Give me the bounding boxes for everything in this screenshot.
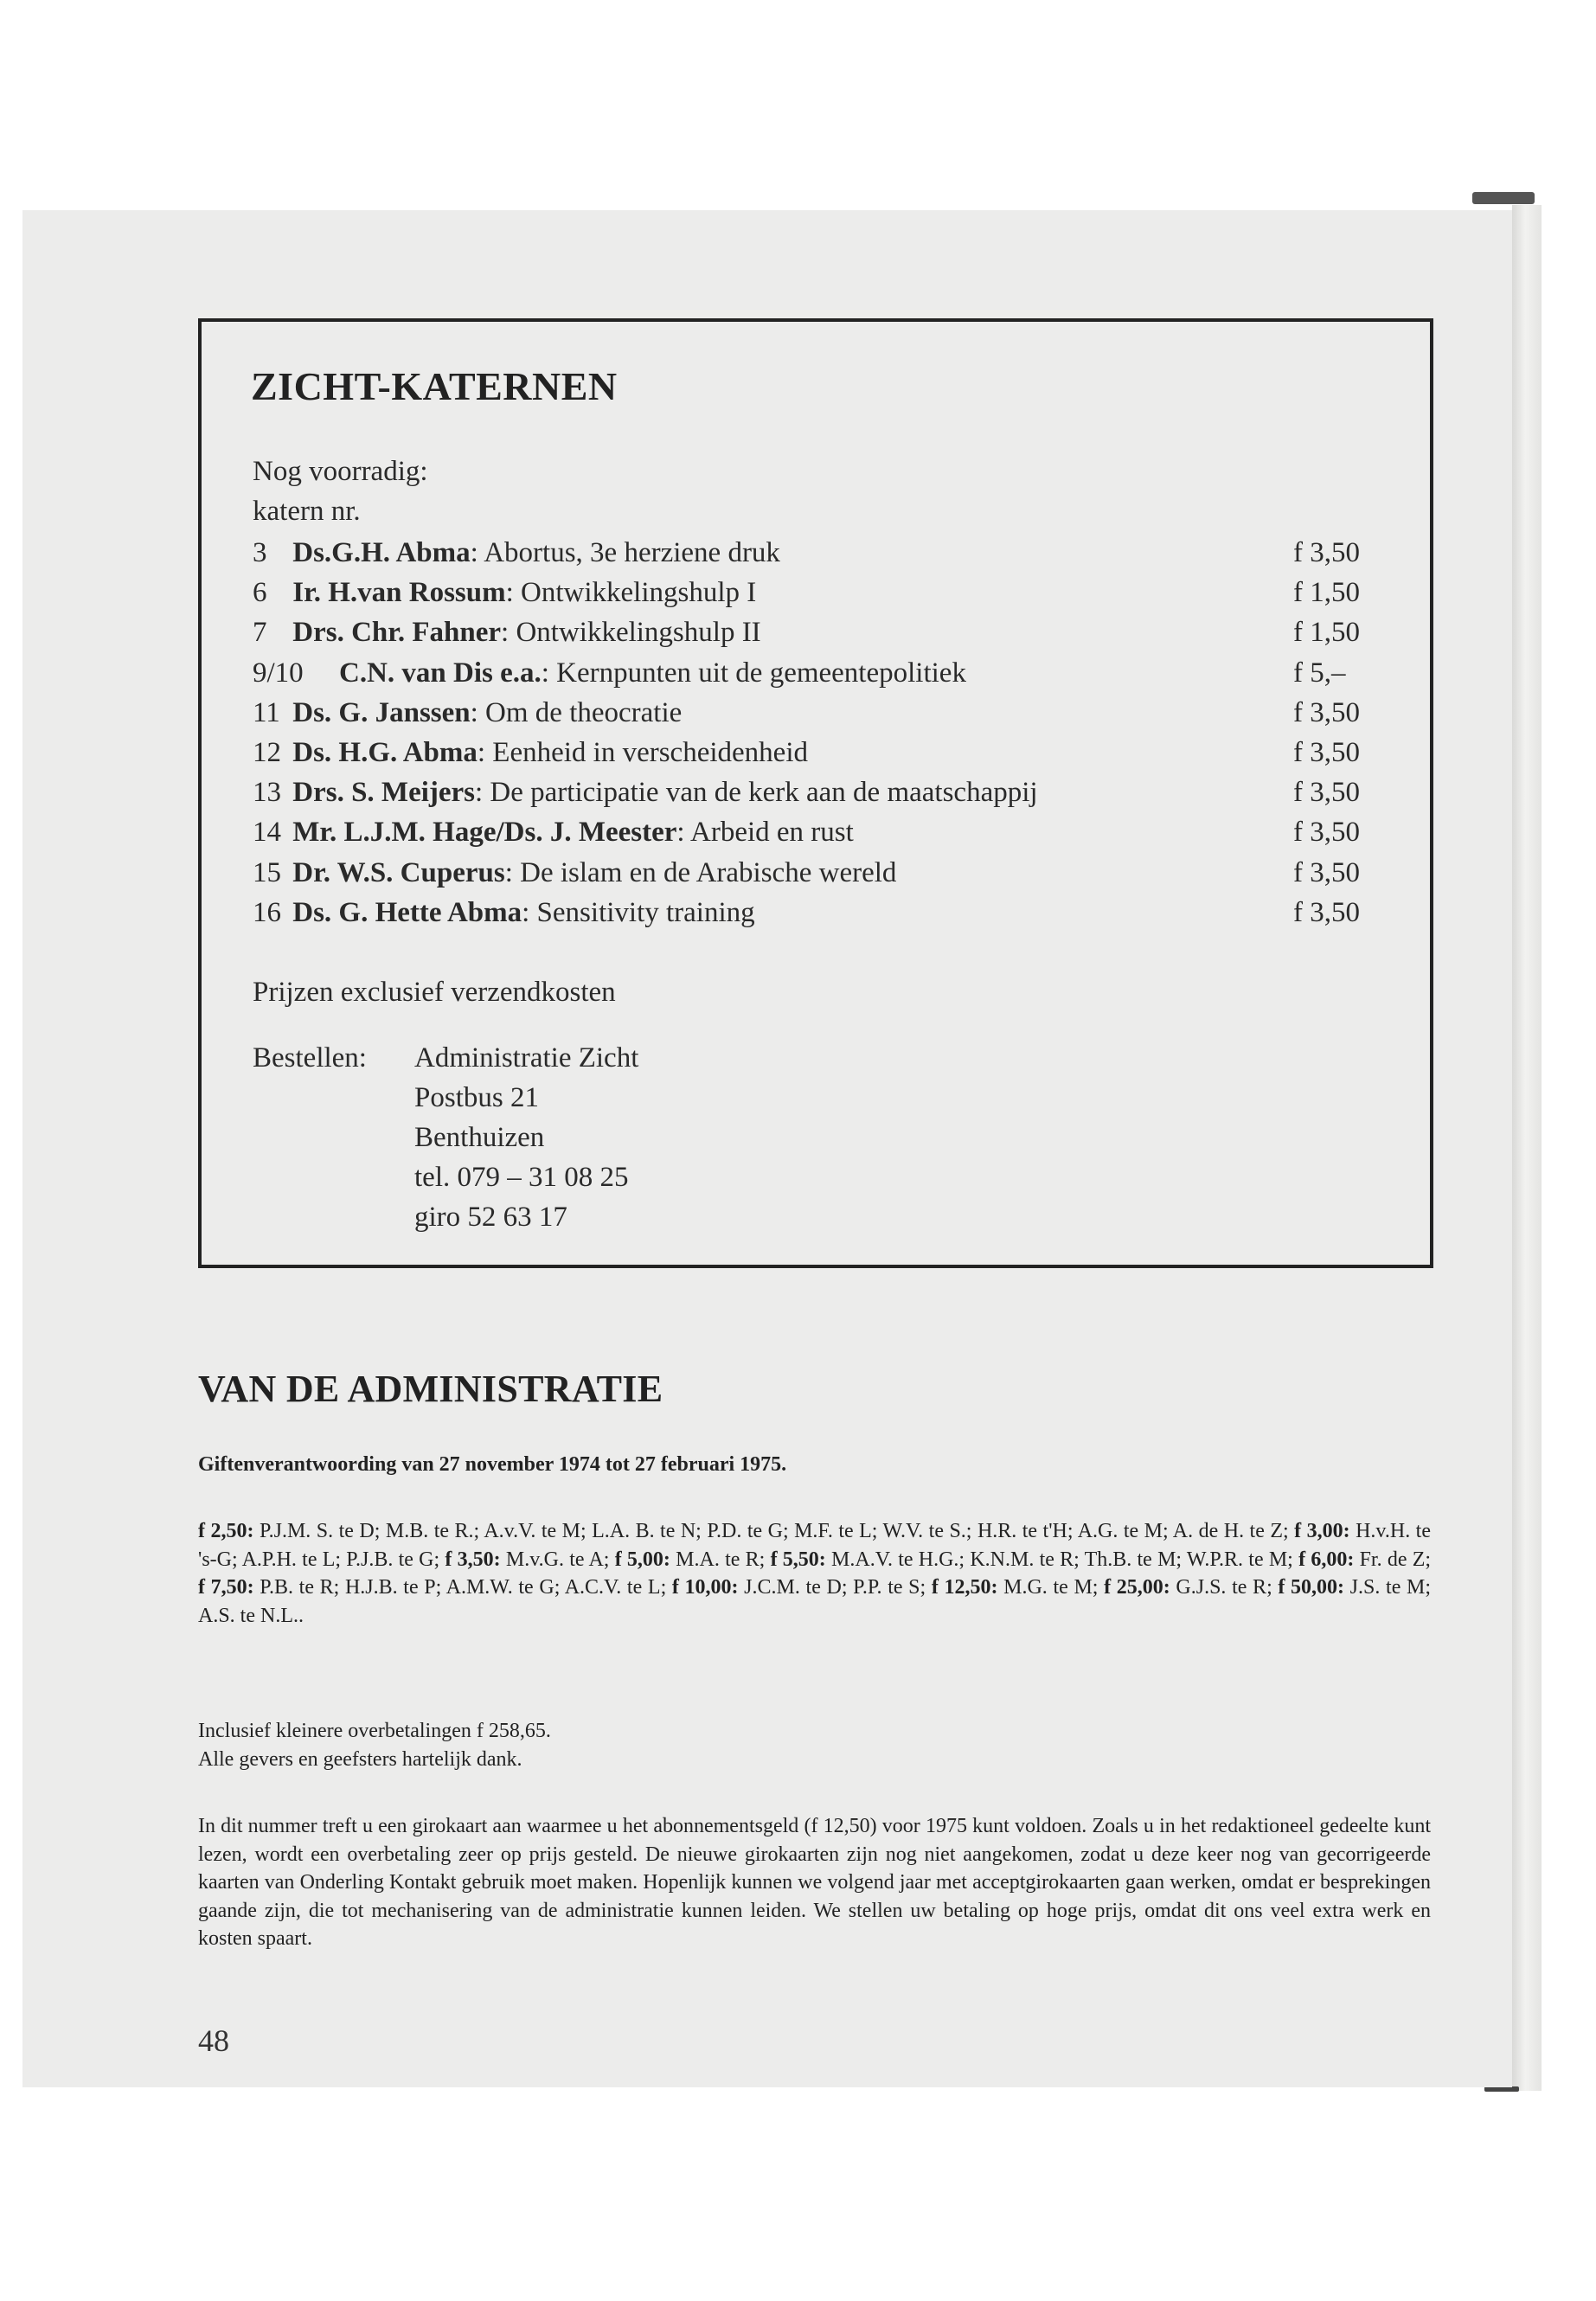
gift-donors: M.v.G. te A; bbox=[500, 1548, 615, 1571]
box-title: ZICHT-KATERNEN bbox=[251, 364, 618, 408]
item-author: Drs. Chr. Fahner bbox=[292, 617, 502, 649]
summary-line: Inclusief kleinere overbetalingen f 258,65. bbox=[198, 1720, 551, 1742]
gift-heading: Giftenverantwoording van 27 november 1974 tot 27 februari 1975. bbox=[198, 1453, 787, 1476]
list-item bbox=[253, 733, 1377, 772]
item-author: Ds. H.G. Abma bbox=[292, 736, 478, 768]
item-title: : Ontwikkelingshulp I bbox=[505, 577, 757, 609]
list-item bbox=[253, 612, 1377, 652]
item-price: f 5,– bbox=[1293, 657, 1346, 689]
item-number: 16 bbox=[253, 896, 281, 928]
item-number: 6 bbox=[253, 577, 267, 609]
order-address bbox=[414, 1038, 638, 1237]
item-price: f 3,50 bbox=[1293, 777, 1360, 809]
gift-amount: f 50,00: bbox=[1278, 1576, 1345, 1599]
address-line: Administratie Zicht bbox=[414, 1042, 639, 1074]
item-author: Ds.G.H. Abma bbox=[292, 537, 471, 568]
item-title: : Ontwikkelingshulp II bbox=[501, 617, 761, 649]
list-item bbox=[253, 812, 1377, 852]
gift-amount: f 2,50: bbox=[198, 1520, 254, 1542]
item-price: f 1,50 bbox=[1293, 577, 1360, 609]
address-line: giro 52 63 17 bbox=[414, 1202, 567, 1233]
gift-amount: f 10,00: bbox=[671, 1576, 739, 1599]
item-number: 15 bbox=[253, 856, 281, 888]
item-author: Ds. G. Hette Abma bbox=[292, 896, 522, 928]
gift-donors: M.G. te M; bbox=[997, 1576, 1105, 1599]
list-item bbox=[253, 653, 1377, 693]
list-item bbox=[253, 573, 1377, 612]
gift-donors: M.A.V. te H.G.; K.N.M. te R; Th.B. te M; W.P.R. te M; bbox=[825, 1548, 1299, 1571]
gift-list bbox=[198, 1517, 1431, 1630]
item-price: f 3,50 bbox=[1293, 537, 1360, 568]
item-title: : Arbeid en rust bbox=[676, 817, 854, 849]
list-item bbox=[253, 853, 1377, 893]
item-number: 11 bbox=[253, 696, 280, 728]
list-item bbox=[253, 772, 1377, 812]
gift-donors: Fr. de Z; bbox=[1354, 1548, 1432, 1571]
admin-paragraph: In dit nummer treft u een girokaart aan waarmee u het abonnementsgeld (f 12,50) voor 1975 kunt voldoen. Zoals u in het redaktioneel gedeelte kunt lezen, wordt een overbetaling zeer op prijs gesteld. De nieuwe girokaarten zijn nog niet aangekomen, zodat u deze keer nog van gecorrigeerde kaarten van Onderling Kontakt gebruik moet maken. Hopenlijk kunnen we volgend jaar met acceptgirokaarten gaan werken, omdat er besprekingen gaande zijn, die tot mechanisering van de administratie kunnen leiden. We stellen uw betaling op hoge prijs, omdat dit ons veel extra werk en kosten spaart. bbox=[198, 1815, 1431, 1950]
item-number: 14 bbox=[253, 817, 281, 849]
item-author: Ds. G. Janssen bbox=[292, 696, 471, 728]
list-item bbox=[253, 893, 1377, 933]
item-title: : Eenheid in verscheidenheid bbox=[477, 736, 808, 768]
item-author: Drs. S. Meijers bbox=[292, 777, 476, 809]
item-number: 13 bbox=[253, 777, 281, 809]
gift-summary bbox=[198, 1717, 551, 1773]
gift-donors: H.v.H. te 's-G; A.P.H. te L; P.J.B. te G; bbox=[198, 1520, 1432, 1571]
summary-line: Alle gevers en geefsters hartelijk dank. bbox=[198, 1747, 522, 1771]
address-line: tel. 079 – 31 08 25 bbox=[414, 1162, 629, 1193]
item-price: f 3,50 bbox=[1293, 856, 1360, 888]
gift-donors: G.J.S. te R; bbox=[1170, 1576, 1279, 1599]
item-author: Ir. H.van Rossum bbox=[292, 577, 506, 609]
item-title: : Abortus, 3e herziene druk bbox=[470, 537, 780, 568]
gift-donors: P.J.M. S. te D; M.B. te R.; A.v.V. te M; L.A. B. te N; P.D. te G; M.F. te L; W.V. te S.; H.R. te t'H; A.G. te M; A. de H. te Z; bbox=[253, 1520, 1295, 1542]
item-price: f 3,50 bbox=[1293, 696, 1360, 728]
gift-amount: f 6,00: bbox=[1298, 1548, 1355, 1571]
address-line: Postbus 21 bbox=[414, 1082, 539, 1113]
item-title: : Kernpunten uit de gemeentepolitiek bbox=[541, 657, 966, 689]
item-price: f 1,50 bbox=[1293, 617, 1360, 649]
price-note: Prijzen exclusief verzendkosten bbox=[253, 977, 616, 1008]
section-title: VAN DE ADMINISTRATIE bbox=[198, 1368, 663, 1410]
item-title: : De participatie van de kerk aan de maatschappij bbox=[475, 777, 1038, 809]
item-price: f 3,50 bbox=[1293, 896, 1360, 928]
page-edge bbox=[1512, 205, 1542, 2091]
intro-line: Nog voorradig: bbox=[253, 456, 428, 487]
item-title: : De islam en de Arabische wereld bbox=[504, 856, 897, 888]
order-label: Bestellen: bbox=[253, 1042, 367, 1074]
gift-amount: f 25,00: bbox=[1104, 1576, 1170, 1599]
item-title: : Sensitivity training bbox=[522, 896, 755, 928]
item-title: : Om de theocratie bbox=[470, 696, 683, 728]
item-author: C.N. van Dis e.a. bbox=[339, 657, 542, 689]
gift-donors: P.B. te R; H.J.B. te P; A.M.W. te G; A.C.V. te L; bbox=[253, 1576, 672, 1599]
gift-amount: f 7,50: bbox=[198, 1576, 254, 1599]
gift-donors: J.S. te M; A.S. te N.L.. bbox=[198, 1576, 1432, 1627]
page-edge-tab bbox=[1472, 192, 1535, 204]
list-item bbox=[253, 533, 1377, 573]
gift-amount: f 12,50: bbox=[931, 1576, 998, 1599]
item-price: f 3,50 bbox=[1293, 736, 1360, 768]
item-number: 3 bbox=[253, 537, 267, 568]
katernen-list bbox=[253, 533, 1377, 933]
list-item bbox=[253, 693, 1377, 733]
item-number: 12 bbox=[253, 736, 281, 768]
gift-amount: f 3,50: bbox=[445, 1548, 501, 1571]
item-price: f 3,50 bbox=[1293, 817, 1360, 849]
address-line: Benthuizen bbox=[414, 1122, 545, 1153]
gift-amount: f 5,50: bbox=[770, 1548, 826, 1571]
box-intro bbox=[253, 452, 428, 531]
item-number: 9/10 bbox=[253, 657, 304, 689]
gift-amount: f 5,00: bbox=[614, 1548, 670, 1571]
item-author: Mr. L.J.M. Hage/Ds. J. Meester bbox=[292, 817, 677, 849]
gift-amount: f 3,00: bbox=[1294, 1520, 1350, 1542]
page-number: 48 bbox=[198, 2023, 229, 2058]
item-author: Dr. W.S. Cuperus bbox=[292, 856, 505, 888]
gift-donors: J.C.M. te D; P.P. te S; bbox=[738, 1576, 932, 1599]
item-number: 7 bbox=[253, 617, 267, 649]
intro-line: katern nr. bbox=[253, 496, 361, 527]
gift-donors: M.A. te R; bbox=[670, 1548, 771, 1571]
